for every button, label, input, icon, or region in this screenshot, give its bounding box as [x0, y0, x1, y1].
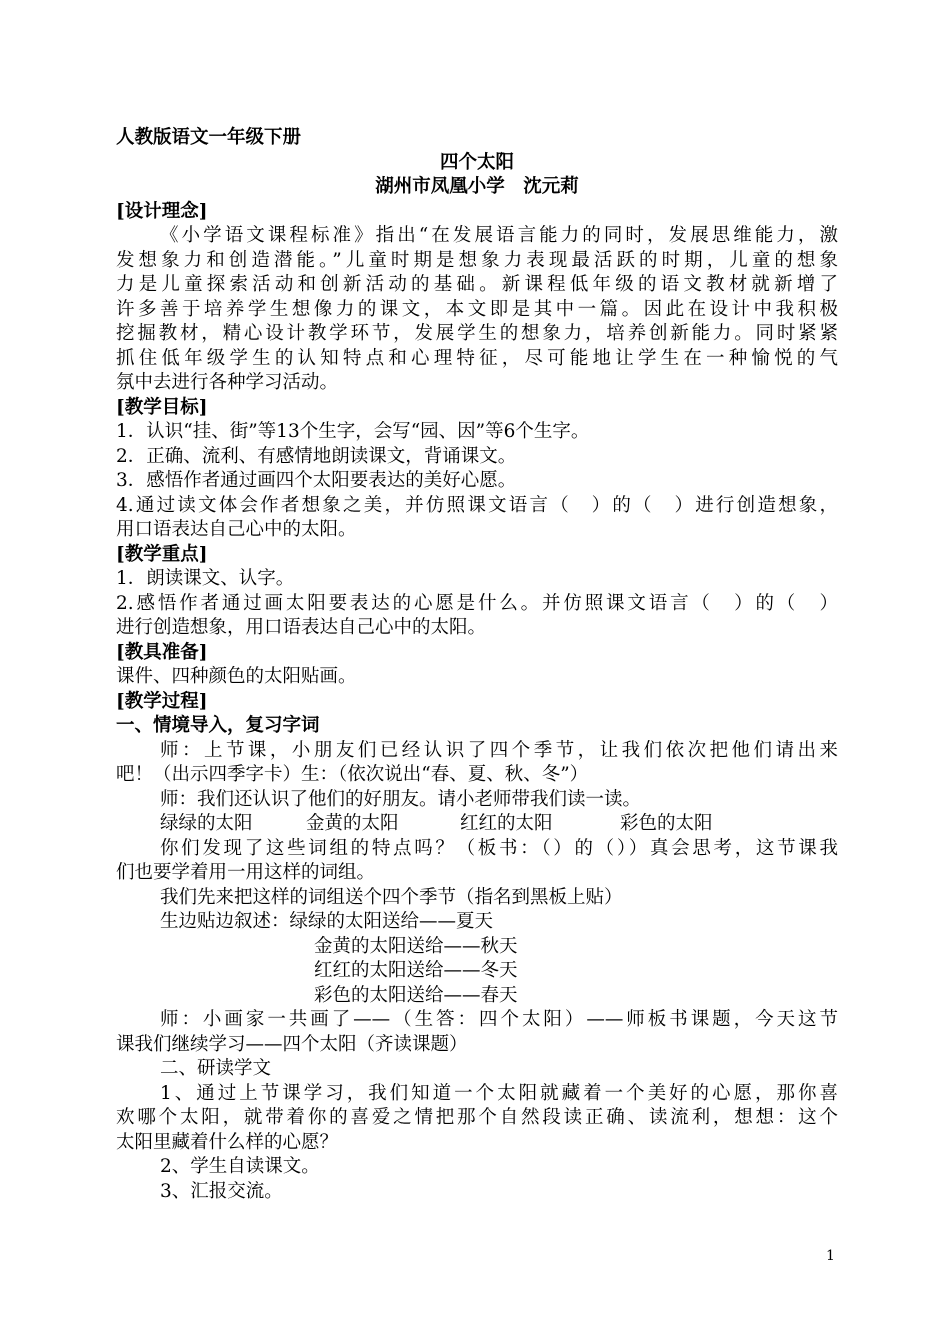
- sun-word: 红红的太阳: [460, 813, 553, 834]
- process-line: 3、汇报交流。: [160, 1180, 283, 1202]
- process-line: 师：我们还认识了他们的好朋友。请小老师带我们读一读。: [160, 788, 642, 810]
- part2-heading: 二、研读学文: [160, 1058, 272, 1079]
- design-paragraph: [116, 224, 838, 396]
- page-number: 1: [826, 1248, 835, 1264]
- gift-item: 彩色的太阳送给——春天: [314, 984, 518, 1006]
- author-line: 湖州市凤凰小学 沈元莉: [375, 176, 579, 197]
- process-heading: [教学过程]: [116, 690, 208, 712]
- course-title: 人教版语文一年级下册: [116, 127, 302, 148]
- sun-word: 金黄的太阳: [306, 813, 399, 834]
- gift-line: [116, 910, 838, 935]
- process-line: 你们发现了这些词组的特点吗？（板书：（）的（））真会思考，这节课我: [160, 837, 838, 859]
- gift-item: 红红的太阳送给——冬天: [314, 960, 518, 981]
- gift-prefix: 生边贴边叙述：: [160, 911, 290, 932]
- keypoint-item: 2.感悟作者通过画太阳要表达的心愿是什么。并仿照课文语言（ ）的（ ）: [116, 592, 838, 614]
- design-line: 发想象力和创造潜能。”儿童时期是想象力表现最活跃的时期，儿童的想象: [116, 249, 838, 271]
- keypoints-heading: [教学重点]: [116, 543, 208, 565]
- goal-item: 4.通过读文体会作者想象之美，并仿照课文语言（ ）的（ ）进行创造想象，: [116, 494, 838, 516]
- gift-item: 金黄的太阳送给——秋天: [314, 935, 518, 957]
- process-line: 课我们继续学习——四个太阳（齐读课题）: [116, 1033, 468, 1055]
- part1-heading: 一、情境导入，复习字词: [116, 715, 320, 736]
- design-heading: [设计理念]: [116, 200, 208, 222]
- process-line: 我们先来把这样的词组送个四个季节（指名到黑板上贴）: [160, 886, 623, 908]
- process-line: 师：小画家一共画了——（生答：四个太阳）——师板书课题，今天这节: [160, 1009, 838, 1030]
- tools-item: 课件、四种颜色的太阳贴画。: [116, 666, 357, 687]
- sun-word: 绿绿的太阳: [160, 813, 253, 834]
- process-line: 1、通过上节课学习，我们知道一个太阳就藏着一个美好的心愿，那你喜: [160, 1082, 838, 1104]
- keypoint-item: 进行创造想象，用口语表达自己心中的太阳。: [116, 617, 487, 638]
- design-line: 挖掘教材，精心设计教学环节，发展学生的想象力，培养创新能力。同时紧紧: [116, 323, 838, 344]
- design-line: 抓住低年级学生的认知特点和心理特征，尽可能地让学生在一种愉悦的气: [116, 347, 838, 369]
- design-line: 力是儿童探索活动和创新活动的基础。新课程低年级的语文教材就新增了: [116, 274, 838, 295]
- goal-item: 3．感悟作者通过画四个太阳要表达的美好心愿。: [116, 470, 517, 491]
- lesson-title: 四个太阳: [439, 151, 514, 173]
- process-line: 太阳里藏着什么样的心愿？: [116, 1131, 339, 1153]
- keypoint-item: 1．朗读课文、认字。: [116, 568, 295, 589]
- design-line: 许多善于培养学生想像力的课文，本文即是其中一篇。因此在设计中我积极: [116, 298, 838, 320]
- process-line: 欢哪个太阳，就带着你的喜爱之情把那个自然段读正确、读流利，想想：这个: [116, 1107, 838, 1128]
- process-line: 师：上节课，小朋友们已经认识了四个季节，让我们依次把他们请出来: [160, 739, 838, 761]
- tools-heading: [教具准备]: [116, 641, 208, 663]
- goal-item: 1．认识“挂、街”等13个生字，会写“园、因”等6个生字。: [116, 421, 590, 442]
- sun-words-row: [116, 812, 838, 837]
- goal-item: 2．正确、流利、有感情地朗读课文，背诵课文。: [116, 445, 517, 467]
- sun-word: 彩色的太阳: [620, 813, 713, 834]
- goal-item: 用口语表达自己心中的太阳。: [116, 519, 357, 540]
- design-line: 《小学语文课程标准》指出“在发展语言能力的同时，发展思维能力，激: [160, 225, 838, 246]
- process-line: 吧！（出示四季字卡）生：（依次说出“春、夏、秋、冬”）: [116, 764, 589, 785]
- document-page: [116, 126, 838, 1204]
- goals-heading: [教学目标]: [116, 396, 208, 418]
- gift-item: 绿绿的太阳送给——夏天: [289, 911, 494, 932]
- process-line: 2、学生自读课文。: [160, 1156, 320, 1177]
- design-line: 氛中去进行各种学习活动。: [116, 372, 339, 393]
- process-line: 们也要学着用一用这样的词组。: [116, 862, 376, 883]
